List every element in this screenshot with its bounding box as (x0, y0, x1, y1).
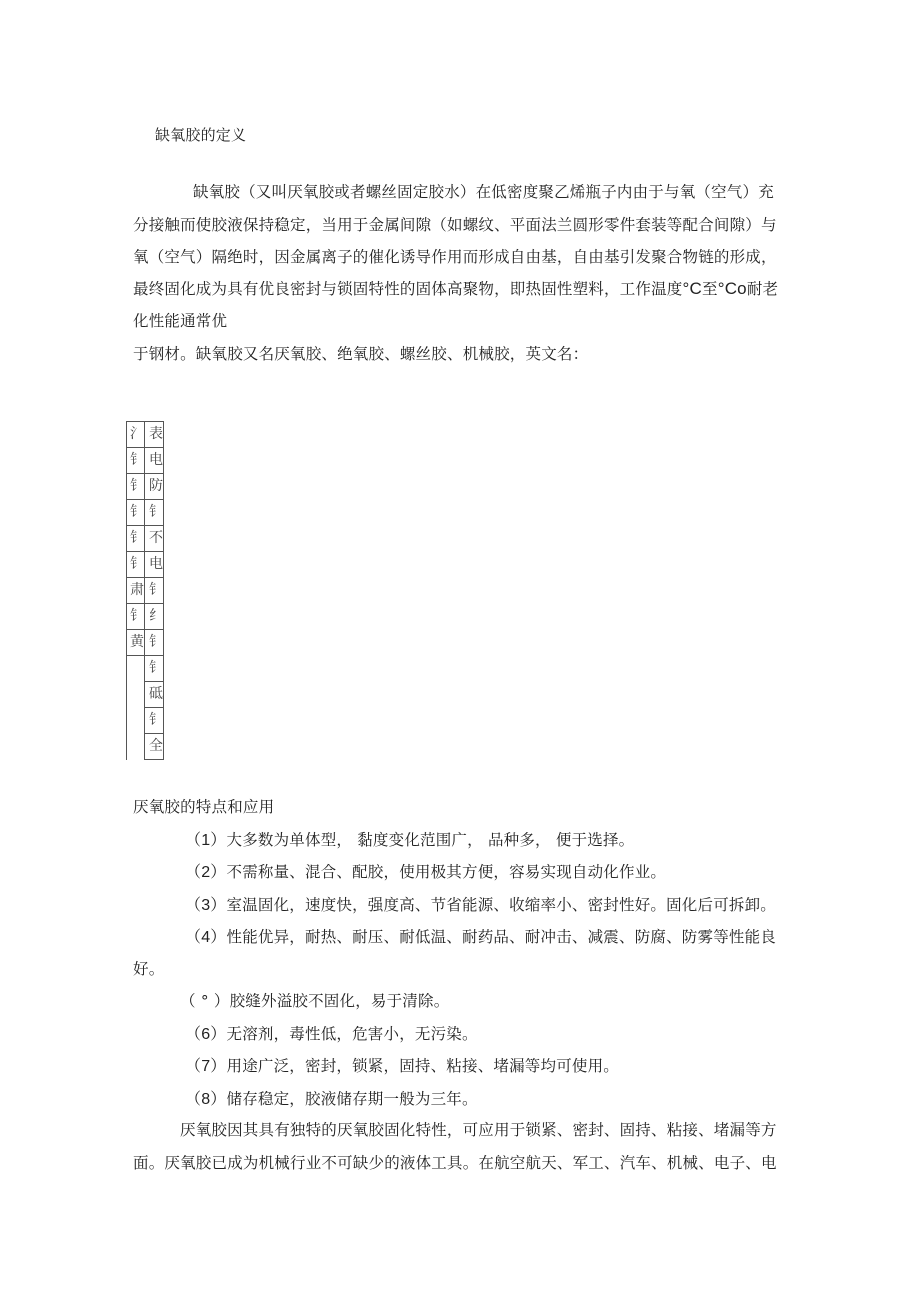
table-row (127, 708, 164, 734)
table-cell: 电 (145, 448, 164, 474)
table-row (127, 422, 164, 448)
table-cell: 表 (145, 422, 164, 448)
table-row (127, 578, 164, 604)
definition-line-2: 分接触而使胶液保持稳定，当用于金属间隙（如螺纹、平面法兰圆形零件套装等配合间隙）与 (133, 216, 777, 234)
clipped-table (126, 421, 164, 760)
table-row (127, 656, 164, 682)
application-line-2: 面。厌氧胶已成为机械行业不可缺少的液体工具。在航空航天、军工、汽车、机械、电子、电 (133, 1154, 777, 1172)
temperature-unit-1: °C (682, 279, 702, 298)
feature-item-7 (185, 1053, 619, 1076)
definition-line-4-text: 最终固化成为具有优良密封与锁固特性的固体高聚物，即热固性塑料，工作温度 (133, 280, 683, 298)
feature-text: 用途广泛，密封，锁紧，固持、粘接、堵漏等均可使用。 (226, 1057, 620, 1075)
feature-number: （2） (185, 864, 227, 881)
feature-item-8 (185, 1086, 478, 1109)
feature-text: 大多数为单体型， 黏度变化范围广， 品种多， 便于选择。 (226, 831, 635, 849)
table-cell: 钅 (127, 552, 145, 578)
definition-line-4-end: 耐老 (746, 280, 779, 298)
table-cell: 肃 (127, 578, 145, 604)
feature-number: （6） (185, 1026, 227, 1043)
features-heading: 厌氧胶的特点和应用 (133, 798, 275, 816)
feature-text: 性能优异，耐热、耐压、耐低温、耐药品、耐冲击、减震、防腐、防雾等性能良 (226, 928, 777, 946)
definition-line-1: 缺氧胶（又叫厌氧胶或者螺丝固定胶水）在低密度聚乙烯瓶子内由于与氧（空气）充 (193, 183, 774, 201)
table-row (127, 604, 164, 630)
definition-line-6: 于钢材。缺氧胶又名厌氧胶、绝氧胶、螺丝胶、机械胶，英文名： (133, 345, 589, 363)
definition-line-4-to: 至 (702, 280, 718, 298)
feature-item-3 (185, 892, 776, 915)
table-cell: 钅 (127, 500, 145, 526)
feature-number: （8） (185, 1091, 227, 1108)
feature-item-6 (185, 1021, 478, 1044)
feature-item-1 (185, 827, 634, 850)
table-row (127, 474, 164, 500)
feature-number: （4） (185, 929, 227, 946)
feature-item-4-continued: 好。 (133, 960, 165, 978)
table-cell: 钅 (127, 448, 145, 474)
table-cell: 电 (145, 552, 164, 578)
feature-text: 无溶剂，毒性低，危害小，无污染。 (226, 1025, 478, 1043)
table-cell: 钅 (145, 630, 164, 656)
table-cell: 钅 (127, 526, 145, 552)
application-line-1: 厌氧胶因其具有独特的厌氧胶固化特性，可应用于锁紧、密封、固持、粘接、堵漏等方 (180, 1121, 777, 1139)
table-cell (127, 682, 145, 708)
feature-item-4 (185, 924, 776, 947)
table-cell (127, 734, 145, 760)
temperature-unit-2: °Co (717, 279, 747, 298)
definition-line-4 (133, 277, 778, 299)
table-cell: 纟 (145, 604, 164, 630)
table-row (127, 682, 164, 708)
table-cell: 钅 (127, 604, 145, 630)
table-row (127, 526, 164, 552)
table-row (127, 630, 164, 656)
feature-text: 室温固化，速度快，强度高、节省能源、收缩率小、密封性好。固化后可拆卸。 (226, 896, 777, 914)
table-cell (127, 656, 145, 682)
table-row (127, 734, 164, 760)
table-cell: 不 (145, 526, 164, 552)
table-cell: 砥 (145, 682, 164, 708)
table-cell: 钅 (145, 578, 164, 604)
feature-item-2 (185, 859, 666, 882)
feature-number: （7） (185, 1058, 227, 1075)
definition-line-5: 化性能通常优 (133, 312, 228, 330)
table-cell: 防 (145, 474, 164, 500)
feature-number: （3） (185, 897, 227, 914)
table-row (127, 552, 164, 578)
table-cell: 钅 (145, 656, 164, 682)
table-cell: 钅 (145, 708, 164, 734)
section-heading: 缺氧胶的定义 (155, 126, 247, 144)
table-row (127, 500, 164, 526)
table-cell: 黄 (127, 630, 145, 656)
table-cell: 钅 (127, 474, 145, 500)
feature-text: 不需称量、混合、配胶，使用极其方便，容易实现自动化作业。 (226, 863, 667, 881)
table-cell: 氵 (127, 422, 145, 448)
table-cell: 钅 (145, 500, 164, 526)
definition-line-3: 氧（空气）隔绝时，因金属离子的催化诱导作用而形成自由基，自由基引发聚合物链的形成， (133, 248, 777, 266)
table-row (127, 448, 164, 474)
table-cell (127, 708, 145, 734)
feature-text: 储存稳定，胶液储存期一般为三年。 (226, 1090, 478, 1108)
feature-number: （1） (185, 832, 227, 849)
feature-item-5: （ ° ）胶缝外溢胶不固化，易于清除。 (180, 992, 450, 1010)
table-cell: 全 (145, 734, 164, 760)
